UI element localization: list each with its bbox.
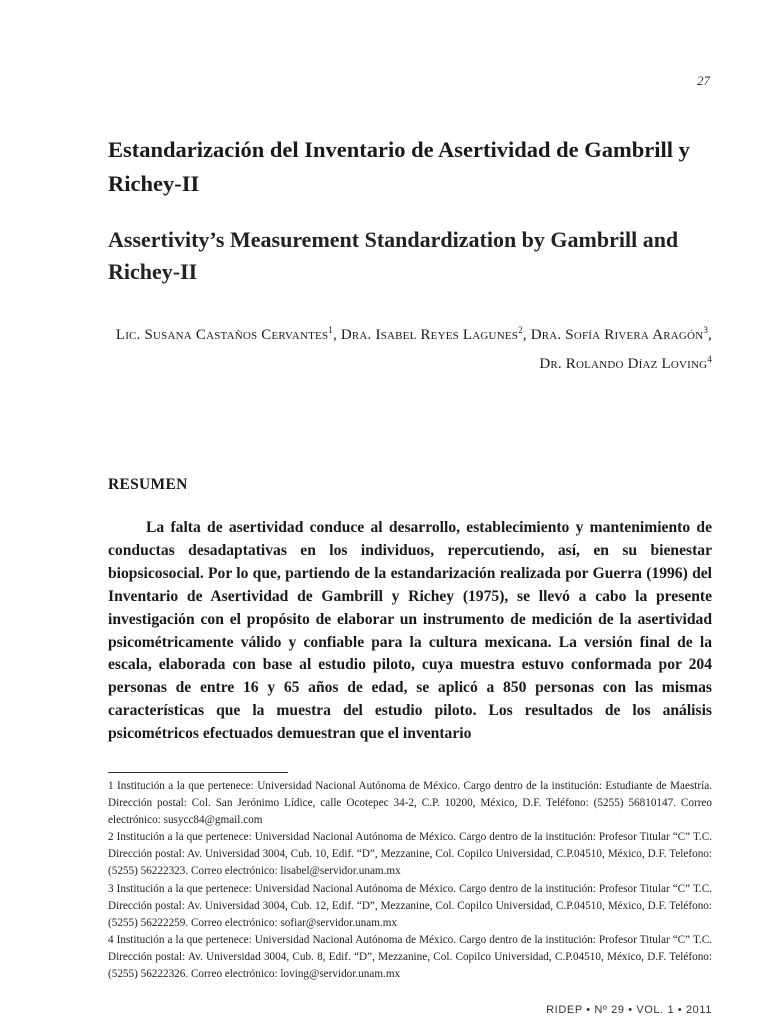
footnote-1: 1 Institución a la que pertenece: Universidad Nacional Autónoma de México. Cargo dentro de la institución: Estudiante de Maestría. Dirección postal: Col. San Jerónimo Lídice, calle Ocotepec 34-2, C.P. 10200, México, D.F. Teléfono: (5255) 56810147. Correo electrónico: susycc84@gmail.com (108, 780, 712, 827)
page-number: 27 (697, 73, 710, 88)
abstract-heading: RESUMEN (108, 476, 188, 493)
author-ref: 3 (703, 325, 709, 335)
author: Dr. Rolando Díaz Loving$^4$ (539, 354, 712, 372)
author: Dra. Isabel Reyes Lagunes$^2$, (340, 325, 531, 343)
title-english: Assertivity’s Measurement Standardization by Gambrill and Richey-II (108, 227, 679, 284)
footnote-divider (108, 772, 288, 773)
author-ref: 1 (328, 325, 333, 335)
footnote-3: 3 Institución a la que pertenece: Universidad Nacional Autónoma de México. Cargo dentro de la institución: Profesor Titular “C” T.C. Dirección postal: Av. Universidad 3004, Cub. 12, Edif. “D”, Mezzanine, Col. Copilco Universidad, C.P.04510, México, D.F. Teléfono: (5255) 56222259. Correo electrónico: sofiar@servidor.unam.mx (108, 882, 712, 929)
author-list (108, 318, 712, 376)
footnote-4: 4 Institución a la que pertenece: Universidad Nacional Autónoma de México. Cargo dentro de la institución: Profesor Titular “C” T.C. Dirección postal: Av. Universidad 3004, Cub. 8, Edif. “D”, Mezzanine, Col. Copilco Universidad, C.P.04510, México, D.F. Teléfono: (5255) 56222326. Correo electrónico: loving@servidor.unam.mx (108, 933, 712, 981)
title-spanish: Estandarización del Inventario de Asertividad de Gambrill y Richey-II (108, 137, 690, 196)
author-ref: 2 (518, 325, 523, 335)
author: Dra. Sofía Rivera Aragón$^3$, (530, 325, 712, 343)
author: Lic. Susana Castaños Cervantes$^1$, (115, 325, 341, 343)
footnote-2: 2 Institución a la que pertenece: Universidad Nacional Autónoma de México. Cargo dentro de la institución: Profesor Titular “C” T.C. Dirección postal: Av. Universidad 3004, Cub. 10, Edif. “D”, Mezzanine, Col. Copilco Universidad, C.P.04510, México, D.F. Telefono: (5255) 56222323. Correo electrónico: lisabel@servidor.unam.mx (108, 831, 712, 878)
journal-footer: RIDEP • Nº 29 • VOL. 1 • 2011 (546, 1004, 712, 1016)
footnotes (108, 778, 712, 983)
abstract-text: La falta de asertividad conduce al desarrollo, establecimiento y mantenimiento de conductas desadaptativas en los individuos, repercutiendo, así, en su bienestar biopsicosocial. Por lo que, partiendo de la estandarización realizada por Guerra (1996) del Inventario de Asertividad de Gambrill y Richey (1975), se llevó a cabo la presente investigación con el propósito de elaborar un instrumento de medición de la asertividad psicométricamente válido y confiable para la cultura mexicana. La versión final de la escala, elaborada con base al estudio piloto, cuya muestra estuvo conformada por 204 personas de entre 16 y 65 años de edad, se aplicó a 850 personas con las mismas características que la muestra del estudio piloto. Los resultados de los análisis psicométricos efectuados demuestran que el inventario (108, 519, 712, 743)
author-ref: 4 (707, 354, 712, 364)
